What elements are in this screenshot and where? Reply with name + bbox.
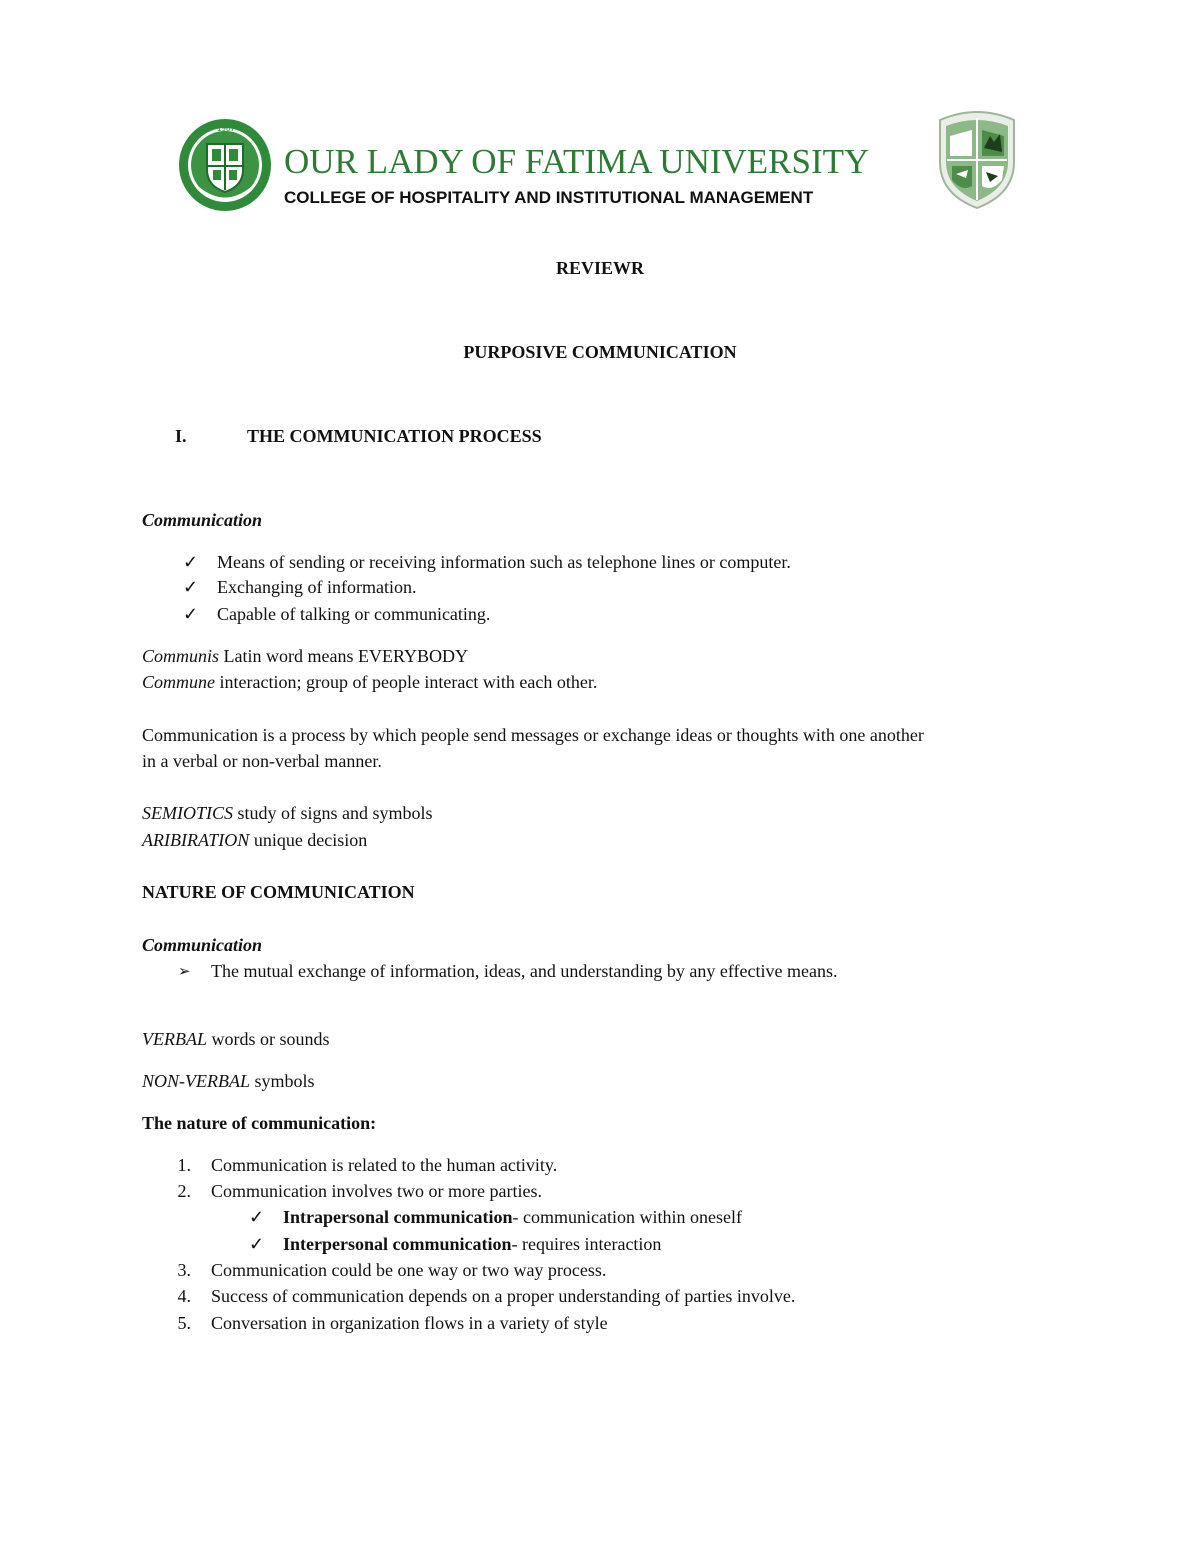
term-definition: unique decision xyxy=(249,830,368,850)
sub-item-text: - requires interaction xyxy=(511,1234,662,1254)
communication-heading: Communication xyxy=(142,510,263,530)
term: Communis xyxy=(142,646,220,666)
definition-line-2: in a verbal or non-verbal manner. xyxy=(142,751,382,771)
nature-list-heading: The nature of communication: xyxy=(142,1113,377,1133)
section-number: I. xyxy=(175,426,187,446)
sub-item-text: - communication within oneself xyxy=(512,1207,742,1227)
etymology-line xyxy=(142,645,468,667)
check-mark-icon: ✓ xyxy=(249,1207,265,1227)
term-definition: words or sounds xyxy=(207,1029,330,1049)
list-item: Communication involves two or more parties. xyxy=(211,1181,542,1201)
list-item: Conversation in organization flows in a variety of style xyxy=(211,1313,608,1333)
sub-list-item xyxy=(283,1233,661,1255)
sub-item-term: Interpersonal communication xyxy=(283,1234,512,1254)
sub-item-term: Intrapersonal communication xyxy=(283,1207,513,1227)
term: SEMIOTICS xyxy=(142,803,233,823)
term-definition: interaction; group of people interact with each other. xyxy=(215,672,598,692)
list-number: 5. xyxy=(177,1313,191,1333)
term-line xyxy=(142,829,367,851)
list-item: Capable of talking or communicating. xyxy=(217,604,491,624)
verbal-line xyxy=(142,1028,330,1050)
list-number: 4. xyxy=(177,1286,191,1306)
list-number: 1. xyxy=(177,1155,191,1175)
list-item: Communication could be one way or two way process. xyxy=(211,1260,607,1280)
term: Commune xyxy=(142,672,215,692)
check-mark-icon: ✓ xyxy=(249,1234,265,1254)
list-item: Success of communication depends on a proper understanding of parties involve. xyxy=(211,1286,796,1306)
subject-title: PURPOSIVE COMMUNICATION xyxy=(463,342,737,362)
check-mark-icon: ✓ xyxy=(183,552,199,572)
term: VERBAL xyxy=(142,1029,207,1049)
term: ARIBIRATION xyxy=(142,830,250,850)
list-item: The mutual exchange of information, ideas, and understanding by any effective means. xyxy=(211,961,838,981)
university-name: OUR LADY OF FATIMA UNIVERSITY xyxy=(284,142,870,181)
term-definition: symbols xyxy=(250,1071,315,1091)
list-number: 2. xyxy=(177,1181,191,1201)
nature-communication-heading: Communication xyxy=(142,935,263,955)
nature-heading: NATURE OF COMMUNICATION xyxy=(142,882,415,902)
college-name: COLLEGE OF HOSPITALITY AND INSTITUTIONAL MANAGEMENT xyxy=(284,188,814,207)
term-definition: Latin word means EVERYBODY xyxy=(219,646,468,666)
term: NON-VERBAL xyxy=(142,1071,250,1091)
etymology-line xyxy=(142,671,597,693)
check-mark-icon: ✓ xyxy=(183,577,199,597)
definition-line-1: Communication is a process by which people send messages or exchange ideas or thoughts with one another xyxy=(142,725,924,745)
list-item: Exchanging of information. xyxy=(217,577,417,597)
list-item: Communication is related to the human activity. xyxy=(211,1155,558,1175)
college-crest-logo xyxy=(932,106,1022,210)
document-title: REVIEWR xyxy=(555,258,644,278)
arrowhead-bullet-icon: ➢ xyxy=(178,962,191,980)
list-item: Means of sending or receiving information such as telephone lines or computer. xyxy=(217,552,791,572)
section-title: THE COMMUNICATION PROCESS xyxy=(247,426,542,446)
sub-list-item xyxy=(283,1206,742,1228)
list-number: 3. xyxy=(177,1260,191,1280)
term-definition: study of signs and symbols xyxy=(233,803,433,823)
check-mark-icon: ✓ xyxy=(183,604,199,624)
university-seal-year: 1967 xyxy=(217,125,235,133)
nonverbal-line xyxy=(142,1070,315,1092)
term-line xyxy=(142,802,433,824)
